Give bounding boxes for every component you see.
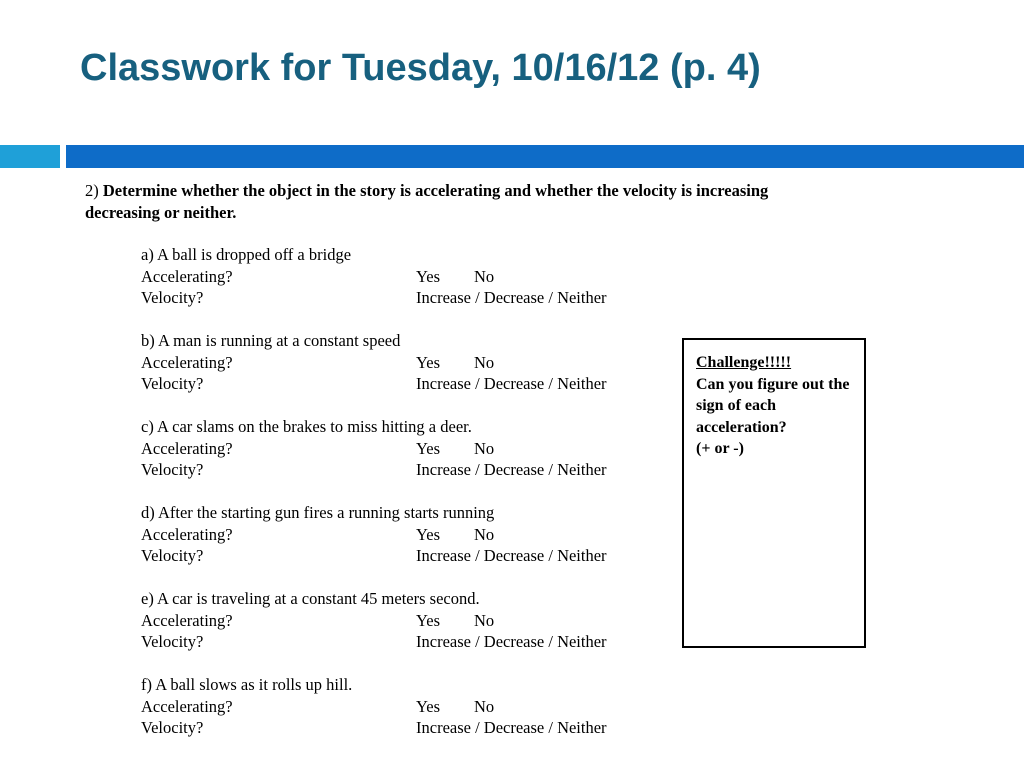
question-list [141, 244, 607, 760]
accelerating-row [141, 266, 607, 288]
accelerating-row [141, 610, 607, 632]
challenge-box [682, 338, 866, 648]
velocity-row [141, 373, 607, 395]
yes-option: Yes [416, 696, 441, 716]
no-option: No [474, 696, 495, 716]
velocity-row [141, 287, 607, 309]
question-text: e) A car is traveling at a constant 45 meters second. [141, 589, 480, 608]
no-option: No [474, 610, 495, 630]
no-option: No [474, 266, 495, 286]
question-item [141, 588, 607, 653]
no-option: No [474, 438, 495, 458]
velocity-options: Increase / Decrease / Neither [416, 374, 607, 393]
question-text: b) A man is running at a constant speed [141, 331, 401, 350]
velocity-row [141, 545, 607, 567]
velocity-label: Velocity? [141, 288, 204, 307]
velocity-label: Velocity? [141, 546, 204, 565]
velocity-options: Increase / Decrease / Neither [416, 632, 607, 651]
question-item [141, 244, 607, 309]
instruction-text: Determine whether the object in the story is accelerating and whether the velocity is increasing decreasing or neither. [85, 181, 769, 222]
velocity-label: Velocity? [141, 374, 204, 393]
velocity-options: Increase / Decrease / Neither [416, 288, 607, 307]
yes-option: Yes [416, 438, 441, 458]
challenge-hint: (+ or -) [696, 440, 744, 457]
velocity-label: Velocity? [141, 718, 204, 737]
velocity-label: Velocity? [141, 460, 204, 479]
challenge-body: Can you figure out the sign of each acceleration? [696, 375, 850, 436]
question-text: f) A ball slows as it rolls up hill. [141, 675, 353, 694]
accent-bar-right [66, 145, 1024, 168]
accelerating-row [141, 352, 607, 374]
yes-option: Yes [416, 266, 441, 286]
accelerating-label: Accelerating? [141, 266, 233, 286]
instruction [85, 180, 815, 224]
accelerating-label: Accelerating? [141, 352, 233, 372]
question-text: d) After the starting gun fires a running starts running [141, 503, 495, 522]
velocity-options: Increase / Decrease / Neither [416, 460, 607, 479]
velocity-options: Increase / Decrease / Neither [416, 718, 607, 737]
no-option: No [474, 524, 495, 544]
question-text: c) A car slams on the brakes to miss hitting a deer. [141, 417, 472, 436]
challenge-heading: Challenge!!!!! [696, 354, 792, 371]
yes-option: Yes [416, 352, 441, 372]
question-text: a) A ball is dropped off a bridge [141, 245, 352, 264]
accelerating-row [141, 438, 607, 460]
yes-option: Yes [416, 524, 441, 544]
no-option: No [474, 352, 495, 372]
accelerating-label: Accelerating? [141, 696, 233, 716]
velocity-label: Velocity? [141, 632, 204, 651]
accelerating-row [141, 524, 607, 546]
instruction-number: 2) [85, 181, 99, 200]
question-item [141, 330, 607, 395]
accelerating-label: Accelerating? [141, 610, 233, 630]
yes-option: Yes [416, 610, 441, 630]
accelerating-row [141, 696, 607, 718]
question-item [141, 502, 607, 567]
question-item [141, 416, 607, 481]
velocity-row [141, 717, 607, 739]
accent-bar-left [0, 145, 60, 168]
velocity-options: Increase / Decrease / Neither [416, 546, 607, 565]
question-item [141, 674, 607, 739]
slide-title: Classwork for Tuesday, 10/16/12 (p. 4) [80, 47, 761, 89]
velocity-row [141, 631, 607, 653]
velocity-row [141, 459, 607, 481]
accelerating-label: Accelerating? [141, 524, 233, 544]
accelerating-label: Accelerating? [141, 438, 233, 458]
